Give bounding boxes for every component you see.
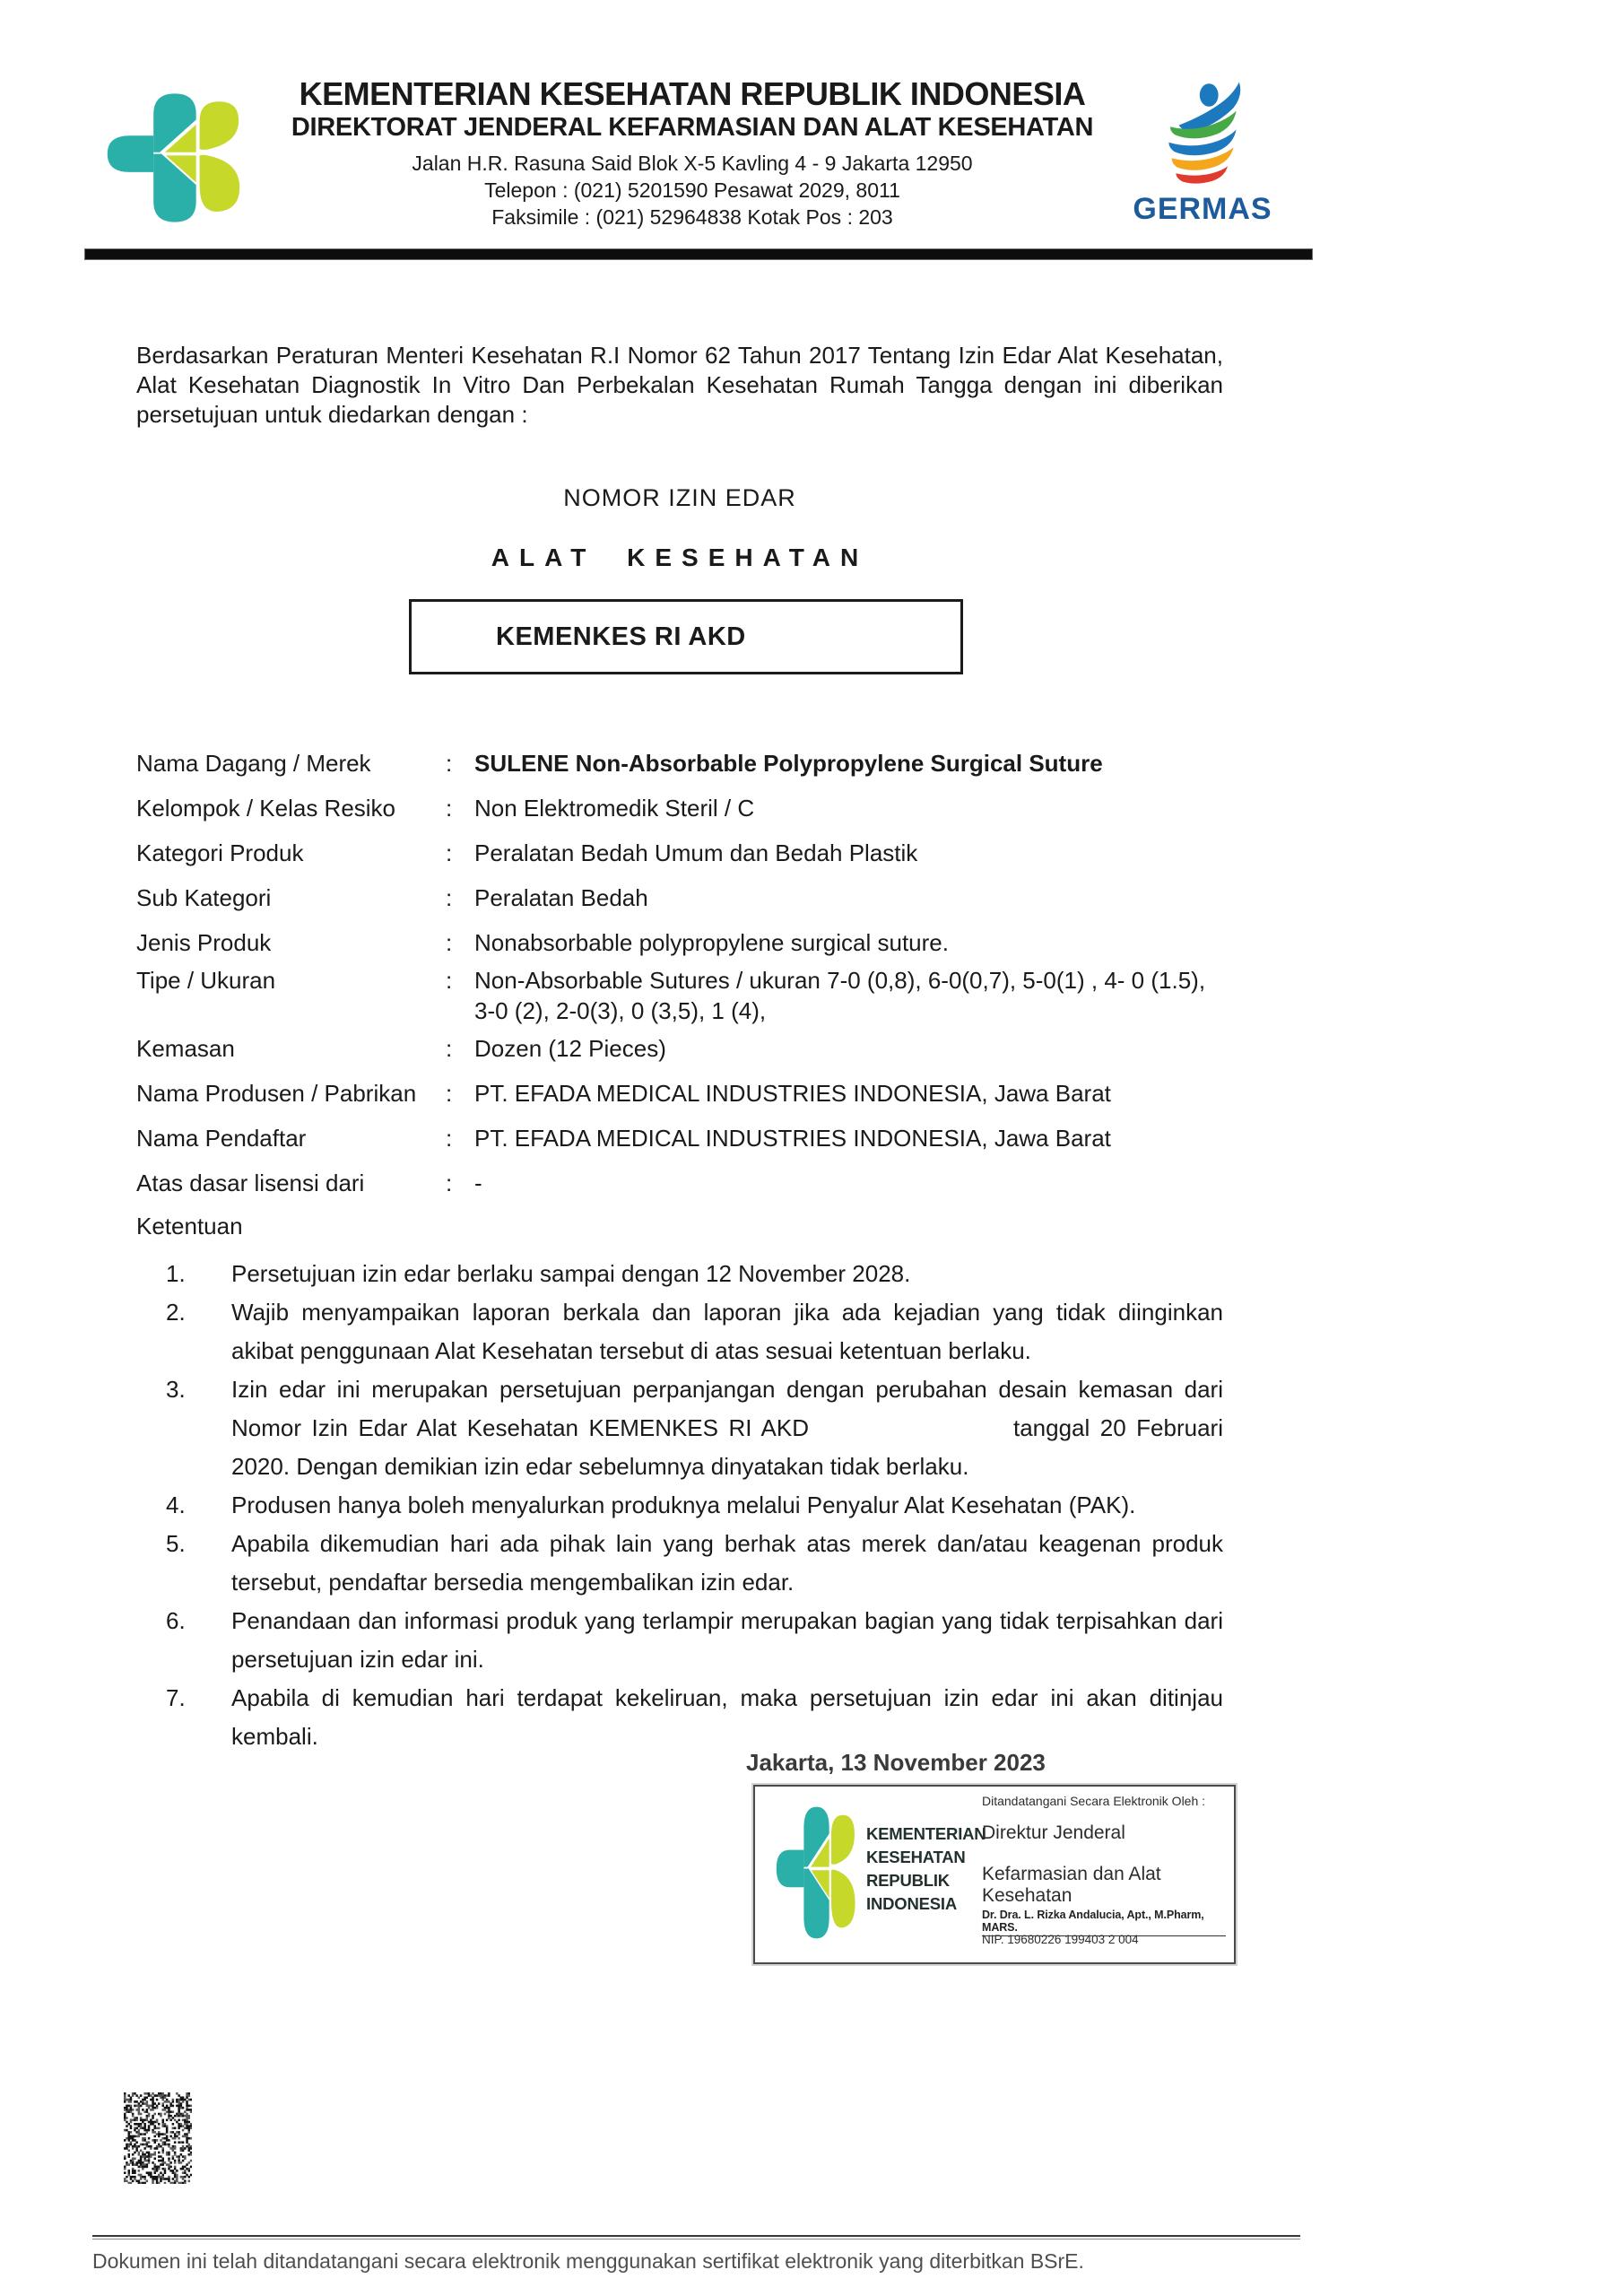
field-row-produsen xyxy=(136,1078,1223,1109)
germas-figure-icon xyxy=(1140,81,1265,188)
license-number-box xyxy=(409,599,963,674)
item-text: Produsen hanya boleh menyalurkan produknya melalui Penyalur Alat Kesehatan (PAK). xyxy=(231,1492,1136,1518)
field-value-line1: Non-Absorbable Sutures / ukuran 7-0 (0,8), 6-0(0,7), 5-0(1) , 4- 0 (1.5), xyxy=(474,967,1206,994)
field-row-kelompok xyxy=(136,793,1223,823)
electronic-signature-box xyxy=(753,1785,1236,1964)
signature-ministry-line: KESEHATAN xyxy=(866,1848,966,1866)
esign-label: Ditandatangani Secara Elektronik Oleh : xyxy=(982,1794,1206,1808)
field-colon: : xyxy=(446,1170,453,1196)
field-colon: : xyxy=(446,967,453,994)
field-value: Dozen (12 Pieces) xyxy=(474,1035,666,1062)
intro-paragraph: Berdasarkan Peraturan Menteri Kesehatan R.I Nomor 62 Tahun 2017 Tentang Izin Edar Alat Kesehatan, Alat Kesehatan Diagnostik In Vitro Dan Perbekalan Kesehatan Rumah Tangga dengan ini diberikan persetujuan untuk diedarkan dengan : xyxy=(136,342,1223,428)
field-value: - xyxy=(474,1170,482,1196)
field-label: Tipe / Ukuran xyxy=(136,967,276,994)
field-label: Nama Pendaftar xyxy=(136,1125,307,1152)
field-label: Nama Produsen / Pabrikan xyxy=(136,1080,417,1107)
category-heading: ALAT KESEHATAN xyxy=(491,544,869,571)
signer-title-line1: Direktur Jenderal xyxy=(982,1822,1125,1843)
kemenkes-logo-icon xyxy=(90,83,249,233)
field-colon: : xyxy=(446,929,453,956)
field-value: SULENE Non-Absorbable Polypropylene Surgical Suture xyxy=(474,750,1103,777)
item-text-before-gap: Izin edar ini merupakan persetujuan perpanjangan dengan perubahan desain kemasan dari Nomor Izin Edar Alat Kesehatan KEMENKES RI AKD xyxy=(231,1376,1223,1441)
field-colon: : xyxy=(446,1035,453,1062)
item-number: 5. xyxy=(166,1530,186,1557)
field-colon: : xyxy=(446,750,453,777)
field-value: Nonabsorbable polypropylene surgical suture. xyxy=(474,929,949,956)
ketentuan-item-5 xyxy=(136,1525,1223,1602)
ketentuan-section xyxy=(136,1207,1223,1756)
ketentuan-item-2 xyxy=(136,1293,1223,1370)
item-text: Penandaan dan informasi produk yang terlampir merupakan bagian yang tidak terpisahkan dari persetujuan izin edar ini. xyxy=(231,1607,1223,1673)
field-value-line2: 3-0 (2), 2-0(3), 0 (3,5), 1 (4), xyxy=(474,997,767,1024)
field-label: Kemasan xyxy=(136,1035,235,1062)
field-row-pendaftar xyxy=(136,1123,1223,1153)
field-value: PT. EFADA MEDICAL INDUSTRIES INDONESIA, Jawa Barat xyxy=(474,1125,1111,1152)
field-value: Non Elektromedik Steril / C xyxy=(474,795,755,822)
signer-nip: NIP. 19680226 199403 2 004 xyxy=(982,1933,1139,1946)
signature-place-date: Jakarta, 13 November 2023 xyxy=(746,1749,1046,1776)
item-text: Apabila dikemudian hari ada pihak lain yang berhak atas merek dan/atau keagenan produk tersebut, pendaftar bersedia mengembalikan izin edar. xyxy=(231,1530,1223,1596)
field-colon: : xyxy=(446,884,453,911)
germas-label: GERMAS xyxy=(1133,192,1272,226)
item-number: 4. xyxy=(166,1492,186,1518)
ketentuan-item-6 xyxy=(136,1602,1223,1679)
field-colon: : xyxy=(446,839,453,866)
field-value: Peralatan Bedah Umum dan Bedah Plastik xyxy=(474,839,918,866)
field-label: Kategori Produk xyxy=(136,839,304,866)
item-text: Wajib menyampaikan laporan berkala dan laporan jika ada kejadian yang tidak diinginkan akibat penggunaan Alat Kesehatan tersebut di atas sesuai ketentuan berlaku. xyxy=(231,1299,1223,1364)
letterhead-address: Jalan H.R. Rasuna Said Blok X-5 Kavling 4 - 9 Jakarta 12950 xyxy=(412,151,973,175)
signature-ministry-line: INDONESIA xyxy=(866,1894,957,1913)
ketentuan-item-4 xyxy=(136,1486,1223,1525)
field-row-sub-kategori xyxy=(136,883,1223,913)
item-text-after-gap: tanggal 20 Februari 2020. xyxy=(231,1414,1223,1480)
product-fields xyxy=(136,748,1223,1213)
field-label: Jenis Produk xyxy=(136,929,272,956)
signer-title-line2: Kefarmasian dan Alat Kesehatan xyxy=(982,1864,1161,1906)
field-label: Nama Dagang / Merek xyxy=(136,750,371,777)
item-text-line2: Dengan demikian izin edar sebelumnya dinyatakan tidak berlaku. xyxy=(296,1453,969,1480)
signature-ministry-block xyxy=(866,1822,986,1916)
item-text xyxy=(231,1370,1223,1486)
item-text: Apabila di kemudian hari terdapat kekeliruan, maka persetujuan izin edar ini akan ditinjau kembali. xyxy=(231,1684,1223,1750)
item-text: Persetujuan izin edar berlaku sampai dengan 12 November 2028. xyxy=(231,1260,911,1287)
ketentuan-heading: Ketentuan xyxy=(136,1213,243,1239)
ketentuan-item-3 xyxy=(136,1370,1223,1486)
field-colon: : xyxy=(446,1125,453,1152)
item-number: 1. xyxy=(166,1260,186,1287)
signature-ministry-line: REPUBLIK xyxy=(866,1871,950,1890)
field-value: Peralatan Bedah xyxy=(474,884,648,911)
ketentuan-item-7 xyxy=(136,1679,1223,1756)
field-row-nama-dagang xyxy=(136,748,1223,778)
field-row-kemasan xyxy=(136,1033,1223,1064)
field-value xyxy=(474,965,1223,1026)
license-number: KEMENKES RI AKD xyxy=(496,622,746,651)
footer-disclaimer: Dokumen ini telah ditandatangani secara elektronik menggunakan sertifikat elektronik yang diterbitkan BSrE. xyxy=(92,2249,1084,2273)
ketentuan-item-1 xyxy=(136,1255,1223,1293)
footer-divider xyxy=(92,2235,1300,2239)
letterhead-fax: Faksimile : (021) 52964838 Kotak Pos : 203 xyxy=(491,204,893,229)
signature-ministry-line: KEMENTERIAN xyxy=(866,1824,986,1843)
germas-logo xyxy=(1126,81,1279,227)
letterhead-ministry: KEMENTERIAN KESEHATAN REPUBLIK INDONESIA xyxy=(299,75,1086,112)
letterhead-directorate: DIREKTORAT JENDERAL KEFARMASIAN DAN ALAT KESEHATAN xyxy=(291,112,1094,142)
item-number: 2. xyxy=(166,1299,186,1326)
letterhead-phone: Telepon : (021) 5201590 Pesawat 2029, 8011 xyxy=(484,178,900,202)
field-label: Atas dasar lisensi dari xyxy=(136,1170,365,1196)
field-label: Sub Kategori xyxy=(136,884,272,911)
field-row-tipe xyxy=(136,965,1223,1026)
qr-code xyxy=(124,2092,192,2184)
field-row-lisensi xyxy=(136,1168,1223,1198)
field-row-jenis xyxy=(136,927,1223,958)
field-value: PT. EFADA MEDICAL INDUSTRIES INDONESIA, Jawa Barat xyxy=(474,1080,1111,1107)
field-colon: : xyxy=(446,1080,453,1107)
letterhead xyxy=(235,77,1150,230)
nomor-izin-edar-heading: NOMOR IZIN EDAR xyxy=(563,484,796,511)
signer-name: Dr. Dra. L. Rizka Andalucia, Apt., M.Pharm, MARS. xyxy=(982,1909,1226,1936)
field-label: Kelompok / Kelas Resiko xyxy=(136,795,396,822)
kemenkes-logo-small-icon xyxy=(766,1796,861,1950)
field-colon: : xyxy=(446,795,453,822)
item-number: 6. xyxy=(166,1607,186,1634)
item-number: 3. xyxy=(166,1376,186,1403)
header-divider-bar xyxy=(84,248,1313,260)
field-row-kategori xyxy=(136,838,1223,868)
item-number: 7. xyxy=(166,1684,186,1711)
